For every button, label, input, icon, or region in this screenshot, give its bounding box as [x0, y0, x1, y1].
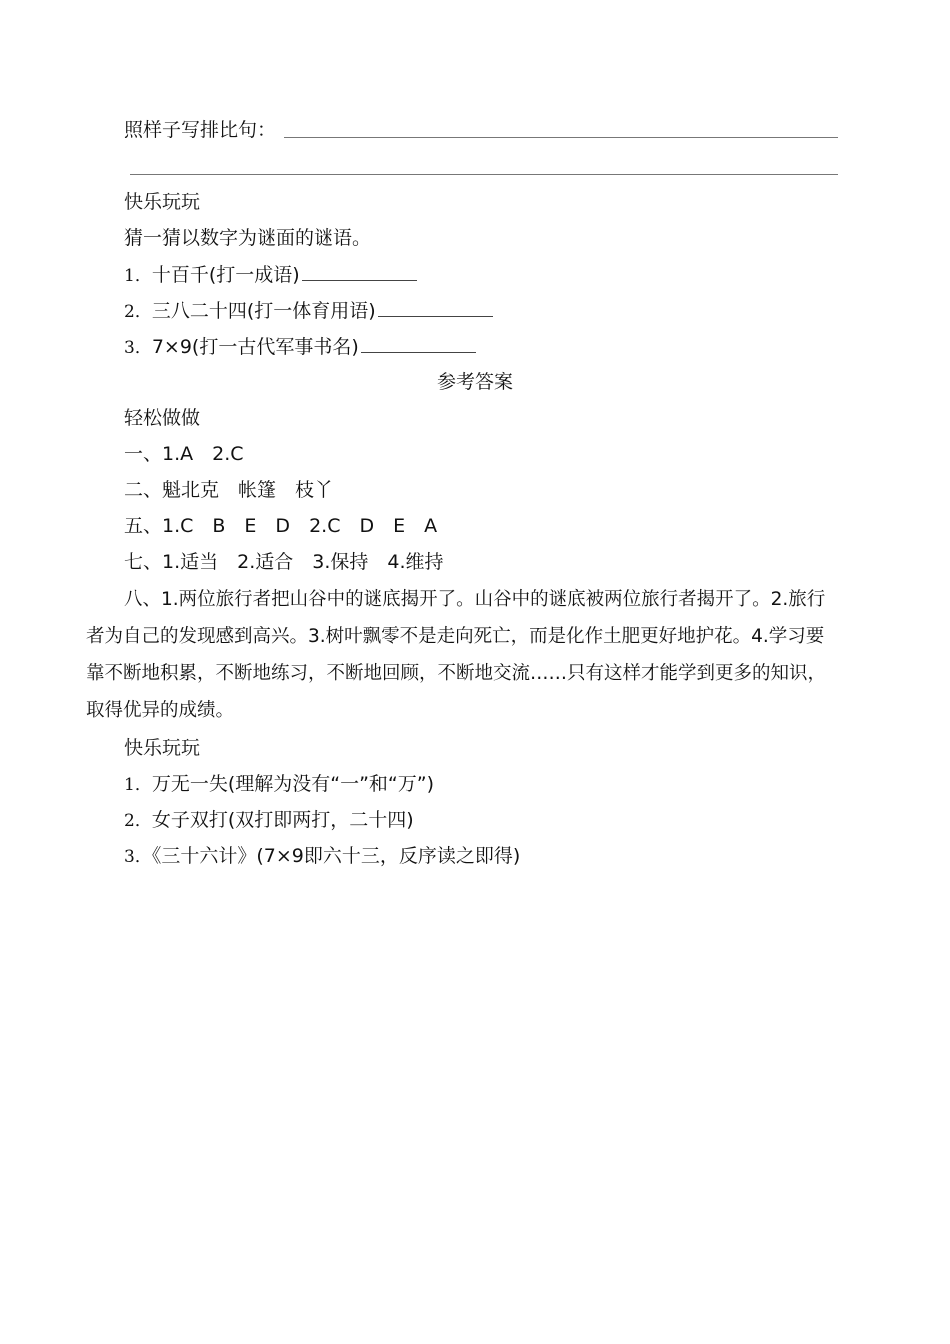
fun-answer-text: 女子双打(双打即两打，二十四)	[151, 809, 414, 831]
fun-answer-text: 万无一失(理解为没有“一”和“万”)	[151, 773, 435, 795]
fun-answer-item	[124, 844, 520, 869]
riddle-number: 2．	[124, 302, 152, 322]
riddle-text: 三八二十四(打一体育用语)	[151, 300, 376, 322]
riddle-number: 1．	[124, 266, 152, 286]
answer-eight-line: 者为自己的发现感到高兴。3.树叶飘零不是走向死亡，而是化作土肥更好地护花。4.学习要	[86, 626, 825, 647]
answer-line-1[interactable]	[284, 137, 838, 138]
answer-eight-line: 靠不断地积累，不断地练习，不断地回顾，不断地交流……只有这样才能学到更多的知识，	[86, 663, 827, 684]
exercise-prompt: 照样子写排比句：	[124, 119, 277, 141]
fun-answer-text: 《三十六计》(7×9即六十三，反序读之即得)	[151, 845, 521, 867]
answer-eight-line: 八、1.两位旅行者把山谷中的谜底揭开了。山谷中的谜底被两位旅行者揭开了。2.旅行	[124, 589, 826, 610]
answer-item: 一、1.A 2.C	[124, 443, 244, 465]
riddle-text: 十百千(打一成语)	[151, 264, 300, 286]
answer-item: 五、1.C B E D 2.C D E A	[124, 515, 438, 537]
fun-heading: 快乐玩玩	[124, 191, 201, 213]
riddle-item	[124, 262, 417, 288]
answer-item: 二、魁北克 帐篷 枝丫	[124, 479, 334, 501]
riddle-answer-blank[interactable]	[302, 262, 417, 281]
answer-eight-line: 取得优异的成绩。	[86, 700, 235, 721]
fun-answer-item	[124, 808, 414, 833]
riddle-answer-blank[interactable]	[361, 334, 476, 353]
riddle-item	[124, 298, 493, 324]
fun-answer-number: 2．	[124, 811, 152, 831]
riddle-number: 3．	[124, 338, 152, 358]
riddle-item	[124, 334, 476, 360]
fun-answers-heading: 快乐玩玩	[124, 737, 201, 759]
riddle-instruction: 猜一猜以数字为谜面的谜语。	[124, 227, 372, 249]
fun-answer-item	[124, 772, 434, 797]
riddle-text: 7×9(打一古代军事书名)	[151, 336, 359, 358]
fun-answer-number: 1．	[124, 775, 152, 795]
riddle-answer-blank[interactable]	[378, 298, 493, 317]
easy-heading: 轻松做做	[124, 407, 201, 429]
answer-item: 七、1.适当 2.适合 3.保持 4.维持	[124, 551, 444, 573]
fun-answer-number: 3．	[124, 847, 152, 867]
answer-line-2[interactable]	[130, 174, 838, 175]
answers-title: 参考答案	[436, 371, 513, 393]
